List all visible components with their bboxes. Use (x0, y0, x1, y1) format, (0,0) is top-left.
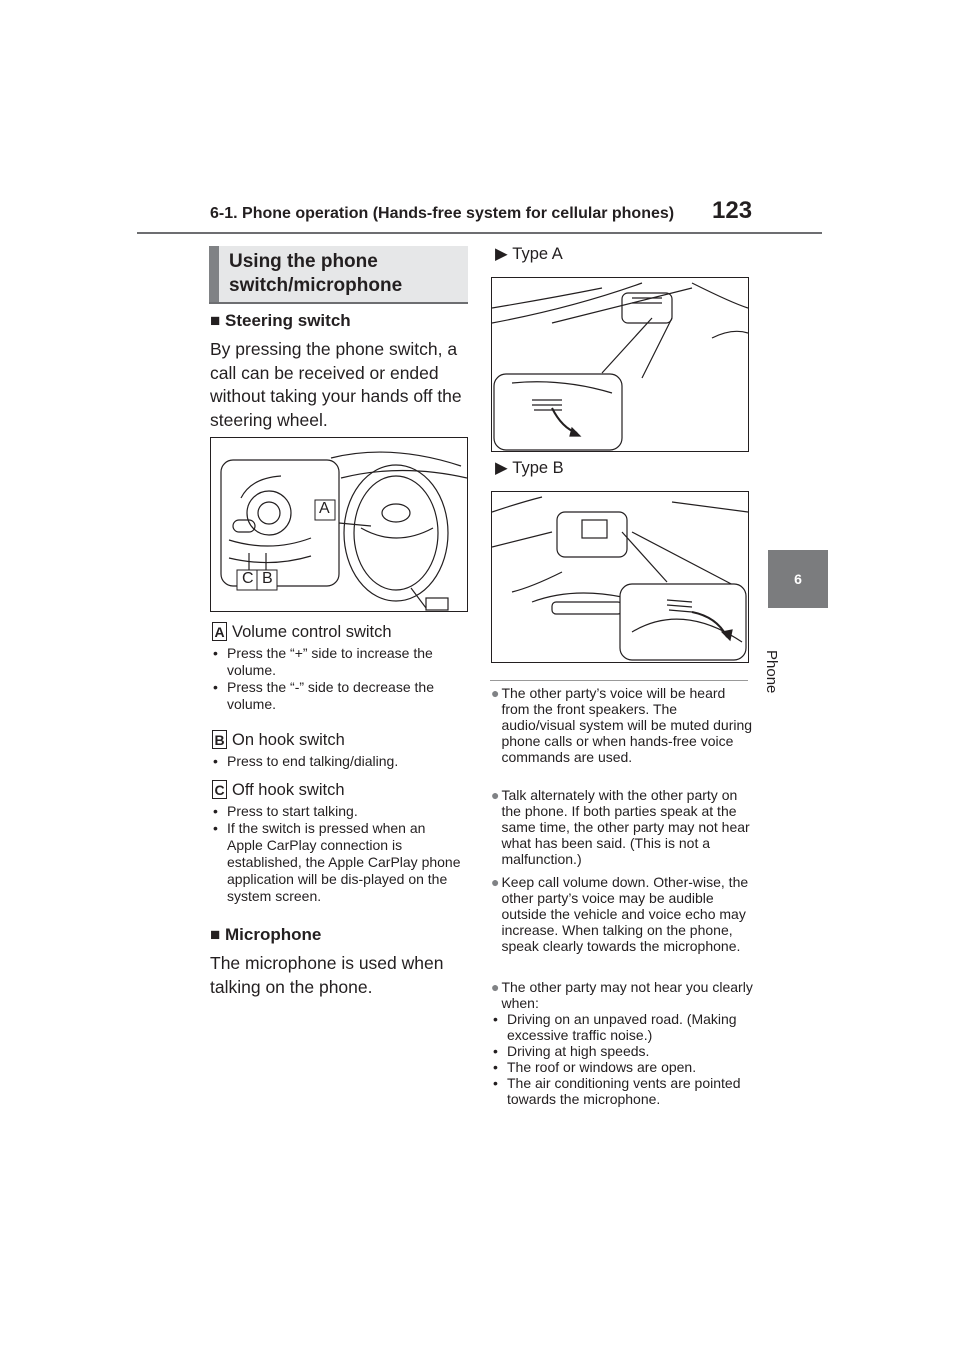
letter-box-a: A (212, 622, 227, 641)
steering-line: call can be received or ended (210, 362, 439, 383)
square-bullet-icon: ■ (210, 311, 221, 330)
steering-description (210, 338, 470, 432)
note-text: Keep call volume down. Other-wise, the other party’s voice may be audible outside the vehicle and voice echo may increase. When talking on the phone, speak clearly towards the microphone. (501, 874, 749, 954)
item-a-bullet: • Press the “+” side to increase the volume. (213, 645, 468, 679)
steering-line: By pressing the phone switch, a (210, 339, 458, 359)
section-title-line1: Using the phone (229, 251, 378, 272)
steering-line: steering wheel. (210, 409, 328, 430)
note-bullet: • Driving on an unpaved road. (Making excessive traffic noise.) (493, 1011, 753, 1043)
type-b-text: Type B (512, 459, 564, 477)
item-c-bullet: • Press to start talking. (213, 803, 463, 820)
section-divider (209, 302, 468, 304)
note-text: The other party may not hear you clearly when: (501, 979, 753, 1011)
letter-box-c: C (212, 780, 227, 799)
notes-divider (490, 680, 748, 681)
overhead-console-b-illustration (492, 492, 748, 662)
page-number: 123 (712, 197, 753, 224)
note-bullet: • The air conditioning vents are pointed towards the microphone. (493, 1075, 753, 1107)
type-b-label (495, 458, 564, 478)
microphone-heading (210, 925, 321, 945)
section-title (219, 246, 468, 298)
section-header (209, 246, 468, 302)
overhead-console-a-illustration (492, 278, 748, 451)
type-b-figure (491, 491, 749, 663)
item-a-bullets (213, 645, 468, 713)
note-text: Talk alternately with the other party on the phone. If both parties speak at the same time, the other party may not hear what has been said. (This is not a malfunction.) (501, 787, 750, 867)
steering-wheel-figure (210, 437, 468, 612)
header-divider (137, 232, 822, 234)
callout-a-label: A (319, 500, 330, 517)
square-bullet-icon: ■ (210, 925, 221, 944)
type-a-label (495, 244, 563, 264)
steering-heading-text: Steering switch (225, 311, 351, 330)
chapter-number: 6 (794, 571, 802, 587)
note-bullet: • The roof or windows are open. (493, 1059, 753, 1075)
type-a-text: Type A (512, 245, 563, 263)
page-header-title: 6-1. Phone operation (Hands-free system for cellular phones) (210, 205, 675, 222)
chapter-label: Phone (763, 650, 780, 694)
circle-bullet-icon: ● (491, 685, 500, 701)
type-a-figure (491, 277, 749, 452)
item-a-title: Volume control switch (232, 623, 392, 641)
steering-line: without taking your hands off the (210, 386, 462, 406)
letter-box-b: B (212, 730, 227, 749)
note-text: The other party’s voice will be heard from the front speakers. The audio/visual system will be muted during phone calls or when hands-free voice commands are used. (501, 685, 753, 765)
note-item (491, 787, 753, 867)
callout-b-label: B (262, 570, 273, 587)
item-b-bullets (213, 753, 468, 770)
note-bullet: • Driving at high speeds. (493, 1043, 753, 1059)
note-item (491, 685, 753, 765)
circle-bullet-icon: ● (491, 979, 500, 995)
item-b-title: On hook switch (232, 731, 345, 749)
item-a-bullet: • Press the “-” side to decrease the volume. (213, 679, 468, 713)
note-bullets (493, 1011, 753, 1107)
note-item (491, 874, 753, 954)
microphone-line: talking on the phone. (210, 976, 373, 997)
section-title-line2: switch/microphone (229, 275, 403, 296)
circle-bullet-icon: ● (491, 787, 500, 803)
microphone-line: The microphone is used when (210, 953, 444, 973)
item-c-title: Off hook switch (232, 781, 345, 799)
note-item (491, 979, 753, 1107)
item-c-bullet: • If the switch is pressed when an Apple CarPlay connection is established, the Apple CarPlay phone application will be dis-played on the system screen. (213, 820, 463, 905)
steering-heading (210, 311, 351, 331)
callout-c-label: C (242, 570, 254, 587)
microphone-heading-text: Microphone (225, 925, 322, 944)
microphone-description (210, 952, 470, 999)
item-b-bullet: • Press to end talking/dialing. (213, 753, 468, 770)
circle-bullet-icon: ● (491, 874, 500, 890)
chapter-tab (768, 550, 828, 608)
triangle-bullet-icon: ▶ (495, 245, 508, 263)
item-c-bullets (213, 803, 463, 905)
triangle-bullet-icon: ▶ (495, 459, 508, 477)
